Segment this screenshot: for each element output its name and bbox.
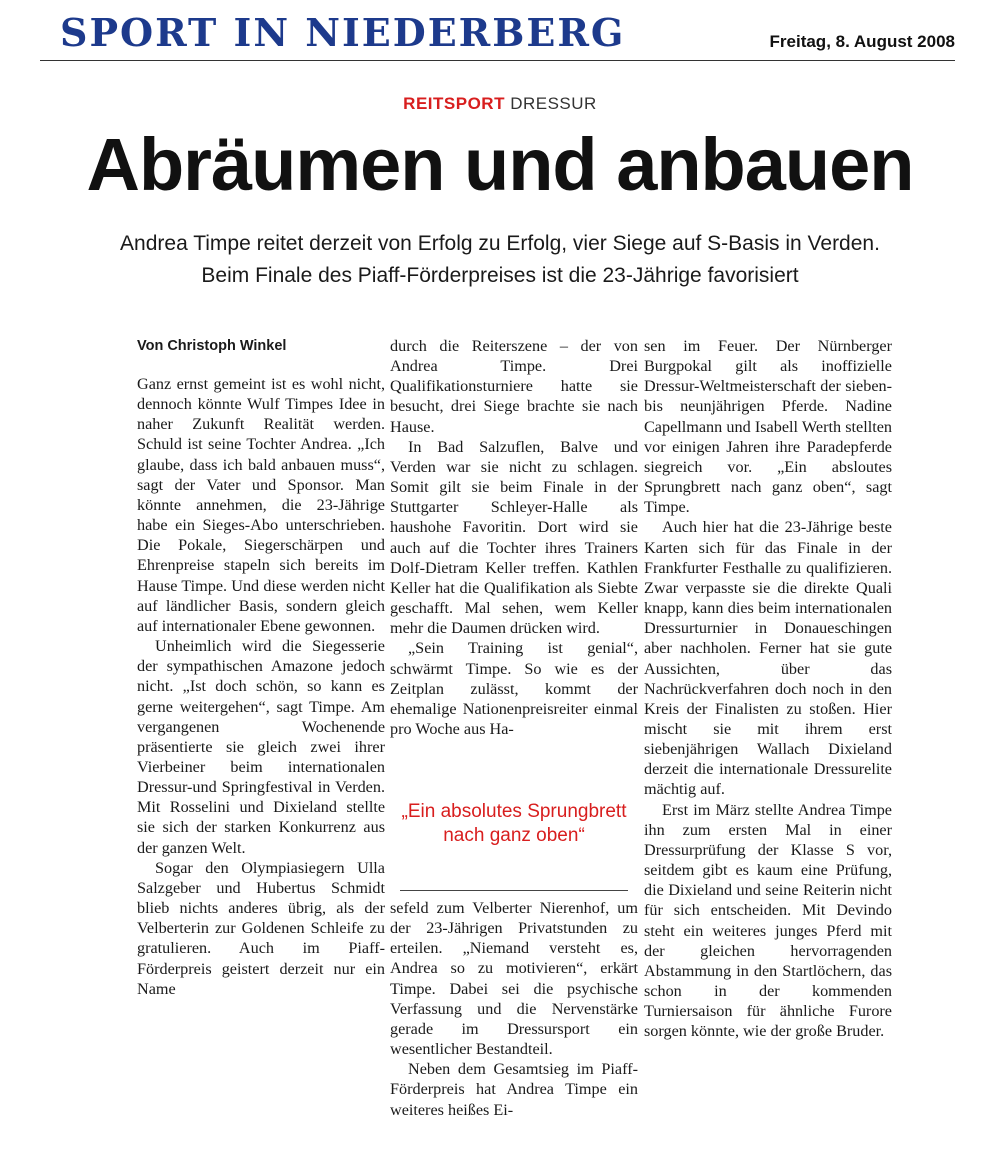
byline: Von Christoph Winkel: [137, 338, 287, 354]
paragraph: „Sein Training ist genial“, schwärmt Timpe. So wie es der Zeitplan zulässt, kommt der ehemalige Nationenpreisreiter einmal pro Woche aus Ha-: [390, 639, 638, 738]
paragraph: Auch hier hat die 23-Jährige beste Karten sich für das Finale in der Frankfurter Festhalle zu qualifizieren. Zwar verpasste sie die direkte Quali knapp, kann dies beim internationalen Dressurturnier in Donaueschingen aber nachholen. Ferner hat sie gute Aussichten, über das Nachrückverfahren doch noch in den Kreis der Finalisten zu stoßen. Hier mischt sie mit ihrem erst siebenjährigen Wallach Dixieland derzeit die internationale Dressurelite mächtig auf.: [644, 518, 892, 799]
subhead-line-2: Beim Finale des Piaff-Förderpreises ist die 23-Jährige favorisiert: [201, 264, 799, 287]
rubric-section: REITSPORT: [403, 94, 505, 113]
paragraph: Ganz ernst gemeint ist es wohl nicht, dennoch könnte Wulf Timpes Idee in naher Zukunft Realität werden. Schuld ist seine Tochter Andrea. „Ich glaube, dass ich bald anbauen muss“, sagt der Vater und Sponsor. Man könnte annehmen, die 23-Jährige habe ein Sieges-Abo unterschrieben. Die Pokale, Siegerschärpen und Ehrenpreise stapeln sich bereits im Hause Timpe. Und diese werden nicht auf ländlicher Basis, sondern gleich auf internationaler Ebene gewonnen.: [137, 375, 385, 635]
issue-date: Freitag, 8. August 2008: [769, 32, 955, 51]
paragraph: sefeld zum Velberter Nierenhof, um der 23-Jährigen Privatstunden zu erteilen. „Niemand versteht es, Andrea so zu motivieren“, erkärt Timpe. Dabei sei die psychische Verfassung und die Nervenstärke gerade im Dressursport ein wesentlicher Bestandteil.: [390, 899, 638, 1059]
article-column-3: [644, 336, 892, 1041]
rubric: [0, 94, 1000, 114]
paragraph: Erst im März stellte Andrea Timpe ihn zum ersten Mal in einer Dressurprüfung der Klasse S vor, seitdem gibt es kaum eine Prüfung, die Dixieland und seine Reiterin nicht für sich entscheiden. Mit Devindo steht ein weiteres junges Pferd mit der gleichen hervorragenden Abstammung in den Startlöchern, das schon in der kommenden Turniersaison für ähnliche Furore sorgen könnte, wie der große Bruder.: [644, 800, 892, 1041]
rubric-topic: DRESSUR: [510, 94, 597, 113]
paragraph: In Bad Salzuflen, Balve und Verden war sie nicht zu schlagen. Somit gilt sie beim Finale in der Stuttgarter Schleyer-Halle als haushohe Favoritin. Dort wird sie auch auf die Tochter ihres Trainers Dolf-Dietram Keller treffen. Kathlen Keller hat die Qualifikation als Siebte geschafft. Mal sehen, wem Keller mehr die Daumen drücken wird.: [390, 437, 638, 638]
pull-quote: „Ein absolutes Sprungbrett nach ganz oben“: [401, 801, 627, 846]
paragraph: sen im Feuer. Der Nürnberger Burgpokal gilt als inoffizielle Dressur-Weltmeisterschaft der sieben- bis neunjährigen Pferde. Nadine Capellmann und Isabell Werth stellten vor einigen Jahren ihre Paradepferde siegreich vor. „Ein absloutes Sprungbrett nach ganz oben“, sagt Timpe.: [644, 337, 892, 517]
masthead-rule: [40, 60, 955, 61]
subhead-line-1: Andrea Timpe reitet derzeit von Erfolg zu Erfolg, vier Siege auf S-Basis in Verden.: [120, 232, 880, 255]
article-column-2-bottom: [390, 898, 638, 1120]
paragraph: Neben dem Gesamtsieg im Piaff-Förderpreis hat Andrea Timpe ein weiteres heißes Ei-: [390, 1060, 638, 1119]
article-column-1: [137, 336, 385, 999]
pull-quote-rule: [400, 890, 628, 891]
masthead: SPORT IN NIEDERBERG: [60, 10, 626, 55]
paragraph: Sogar den Olympiasiegern Ulla Salzgeber und Hubertus Schmidt blieb nichts anderes übrig, als der Velberterin zur Goldenen Schleife zu gratulieren. Auch im Piaff-Förderpreis geistert derzeit nur ein Name: [137, 858, 385, 998]
paragraph: durch die Reiterszene – der von Andrea Timpe. Drei Qualifikationsturniere hatte sie besucht, drei Siege brachte sie nach Hause.: [390, 337, 638, 436]
paragraph: Unheimlich wird die Siegesserie der sympathischen Amazone jedoch nicht. „Ist doch schön, so kann es gerne weitergehen“, sagt Timpe. Am vergangenen Wochenende präsentierte sie gleich zwei ihrer Vierbeiner beim internationalen Dressur-und Springfestival in Verden. Mit Rosselini und Dixieland stellte sie sich der starken Konkurrenz aus der ganzen Welt.: [137, 637, 385, 857]
subheadline: [0, 228, 1000, 292]
article-column-2-top: [390, 336, 638, 739]
headline: Abräumen und anbauen: [86, 123, 914, 206]
